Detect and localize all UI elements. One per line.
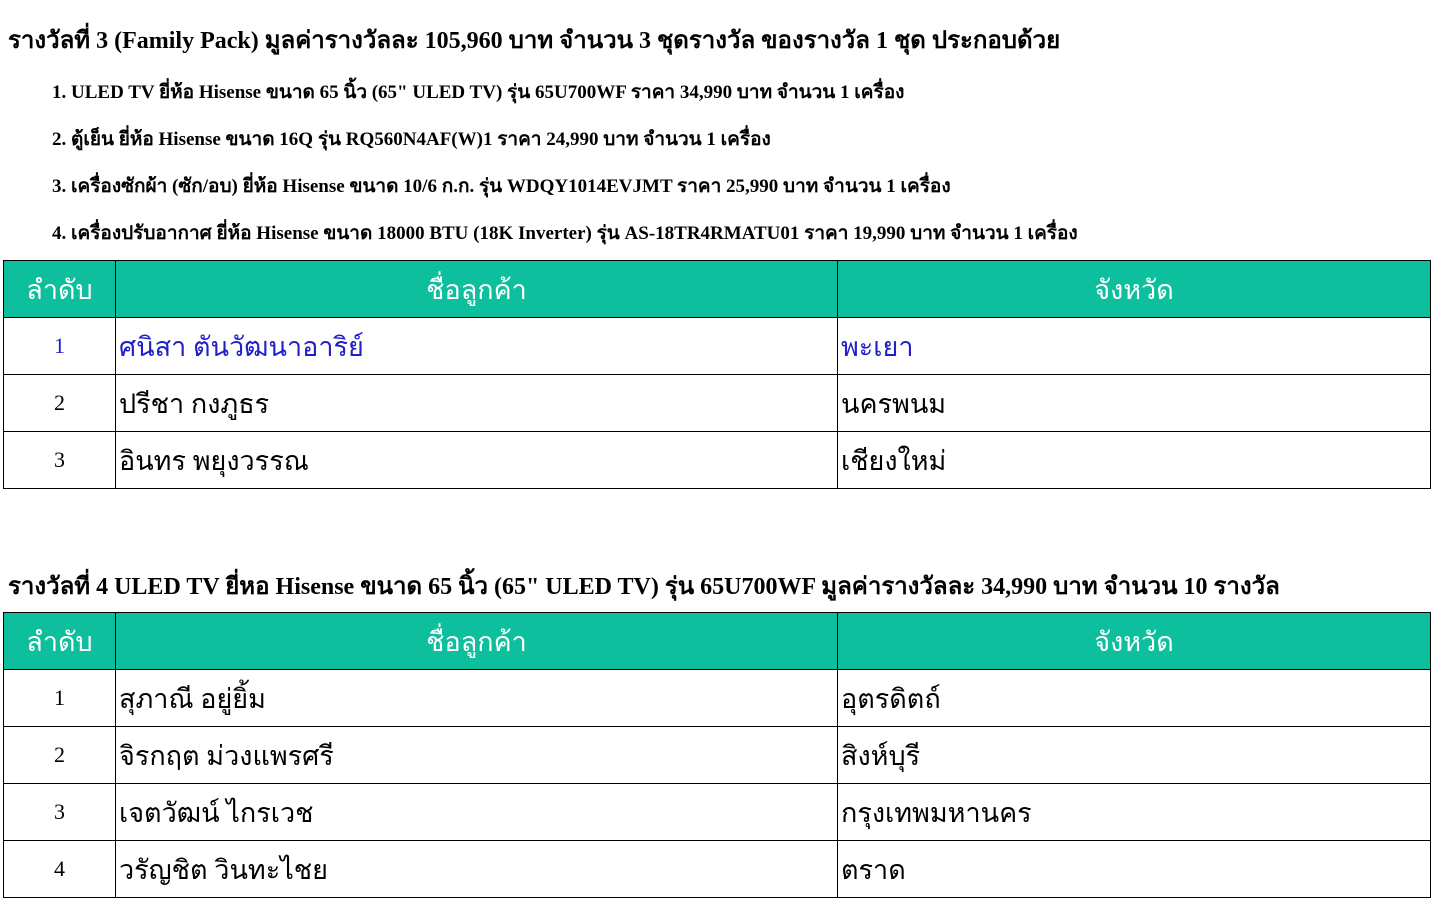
- column-header-customer-name: ชื่อลูกค้า: [116, 261, 838, 318]
- province: สิงห์บุรี: [838, 727, 1431, 784]
- prize-3-item-list: [52, 78, 1078, 266]
- prize-4-title: รางวัลที่ 4 ULED TV ยี่หอ Hisense ขนาด 65 นิ้ว (65" ULED TV) รุ่น 65U700WF มูลค่ารางวัลละ 34,990 บาท จำนวน 10 รางวัล: [8, 574, 1280, 600]
- row-number: 3: [4, 432, 116, 489]
- customer-name: อินทร พยุงวรรณ: [116, 432, 838, 489]
- row-number: 3: [4, 784, 116, 841]
- prize-3-item: 4. เครื่องปรับอากาศ ยี่ห้อ Hisense ขนาด 18000 BTU (18K Inverter) รุ่น AS-18TR4RMATU01 ราคา 19,990 บาท จำนวน 1 เครื่อง: [52, 223, 1078, 244]
- province: อุตรดิตถ์: [838, 670, 1431, 727]
- prize-3-winners-table: [3, 260, 1431, 489]
- column-header-province: จังหวัด: [838, 261, 1431, 318]
- row-number: 2: [4, 727, 116, 784]
- row-number: 4: [4, 841, 116, 898]
- customer-name: ศนิสา ตันวัฒนาอาริย์: [116, 318, 838, 375]
- column-header-customer-name: ชื่อลูกค้า: [116, 613, 838, 670]
- table-row: [4, 432, 1431, 489]
- prize-3-title: รางวัลที่ 3 (Family Pack) มูลค่ารางวัลละ 105,960 บาท จำนวน 3 ชุดรางวัล ของรางวัล 1 ชุด ประกอบด้วย: [8, 28, 1061, 54]
- row-number: 1: [4, 318, 116, 375]
- table-header-row: [4, 261, 1431, 318]
- customer-name: วรัญชิต วินทะไชย: [116, 841, 838, 898]
- province: เชียงใหม่: [838, 432, 1431, 489]
- customer-name: จิรกฤต ม่วงแพรศรี: [116, 727, 838, 784]
- table-row: [4, 727, 1431, 784]
- table-row: [4, 784, 1431, 841]
- column-header-order: ลำดับ: [4, 613, 116, 670]
- prize-3-item: 1. ULED TV ยี่ห้อ Hisense ขนาด 65 นิ้ว (65" ULED TV) รุ่น 65U700WF ราคา 34,990 บาท จำนวน 1 เครื่อง: [52, 82, 905, 103]
- row-number: 2: [4, 375, 116, 432]
- province: นครพนม: [838, 375, 1431, 432]
- prize-3-item: 3. เครื่องซักผ้า (ซัก/อบ) ยี่ห้อ Hisense ขนาด 10/6 ก.ก. รุ่น WDQY1014EVJMT ราคา 25,990 บาท จำนวน 1 เครื่อง: [52, 176, 951, 197]
- customer-name: ปรีชา กงภูธร: [116, 375, 838, 432]
- province: พะเยา: [838, 318, 1431, 375]
- customer-name: สุภาณี อยู่ยิ้ม: [116, 670, 838, 727]
- table-row: [4, 841, 1431, 898]
- prize-3-item: 2. ตู้เย็น ยี่ห้อ Hisense ขนาด 16Q รุ่น RQ560N4AF(W)1 ราคา 24,990 บาท จำนวน 1 เครื่อง: [52, 129, 771, 150]
- table-row: [4, 318, 1431, 375]
- row-number: 1: [4, 670, 116, 727]
- prize-4-winners-table: [3, 612, 1431, 898]
- table-header-row: [4, 613, 1431, 670]
- province: ตราด: [838, 841, 1431, 898]
- customer-name: เจตวัฒน์ ไกรเวช: [116, 784, 838, 841]
- province: กรุงเทพมหานคร: [838, 784, 1431, 841]
- column-header-order: ลำดับ: [4, 261, 116, 318]
- table-row: [4, 375, 1431, 432]
- table-row: [4, 670, 1431, 727]
- column-header-province: จังหวัด: [838, 613, 1431, 670]
